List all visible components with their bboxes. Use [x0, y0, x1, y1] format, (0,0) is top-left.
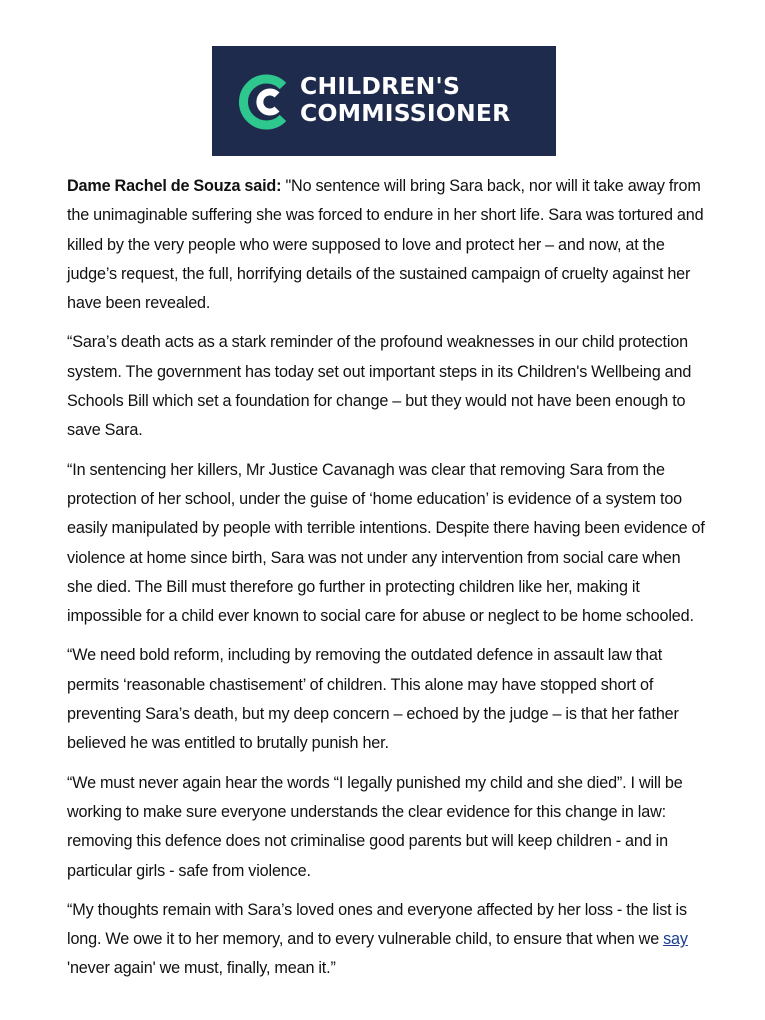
logo-wordmark [300, 73, 510, 127]
statement-paragraph-5: “We must never again hear the words “I legally punished my child and she died”. I will be working to make sure everyone understands the clear evidence for this change in law: removing this defence does not criminalise good parents but will keep children - and in particular girls - safe from violence. [67, 773, 683, 880]
statement-paragraph-4: “We need bold reform, including by removing the outdated defence in assault law that permits ‘reasonable chastisement’ of children. This alone may have stopped short of preventing Sara’s death, but my deep concern – echoed by the judge – is that her father believed he was entitled to brutally punish her. [67, 646, 679, 753]
logo-line-1: CHILDREN'S [300, 72, 461, 100]
statement-paragraph-6 [67, 896, 707, 984]
commissioner-logo-icon [236, 73, 294, 131]
childrens-commissioner-logo [212, 46, 556, 156]
speaker-name: Dame Rachel de Souza said: [67, 177, 282, 195]
paragraph-6-end: 'never again' we must, finally, mean it.” [67, 959, 336, 978]
statement-paragraph-3: “In sentencing her killers, Mr Justice Cavanagh was clear that removing Sara from the protection of her school, under the guise of ‘home education’ is evidence of a system too easily manipulated by people with terrible intentions. Despite there having been evidence of violence at home since birth, Sara was not under any intervention from social care when she died. The Bill must therefore go further in protecting children like her, making it impossible for a child ever known to social care for abuse or neglect to be home schooled. [67, 460, 705, 626]
paragraph-6-start: “My thoughts remain with Sara’s loved ones and everyone affected by her loss - the list is long. We owe it to her memory, and to every vulnerable child, to ensure that when we [67, 900, 687, 949]
statement-paragraph-2: “Sara’s death acts as a stark reminder of the profound weaknesses in our child protection system. The government has today set out important steps in its Children's Wellbeing and Schools Bill which set a foundation for change – but they would not have been enough to save Sara. [67, 333, 692, 440]
statement-paragraph-1 [67, 172, 707, 318]
statement-body [67, 172, 707, 994]
say-link[interactable]: say [663, 930, 688, 949]
logo-line-2: COMMISSIONER [300, 99, 511, 127]
paragraph-1-text: "No sentence will bring Sara back, nor will it take away from the unimaginable suffering she was forced to endure in her short life. Sara was tortured and killed by the very people who were supposed to love and protect her – and now, at the judge’s request, the full, horrifying details of the sustained campaign of cruelty against her have been revealed. [67, 177, 704, 313]
